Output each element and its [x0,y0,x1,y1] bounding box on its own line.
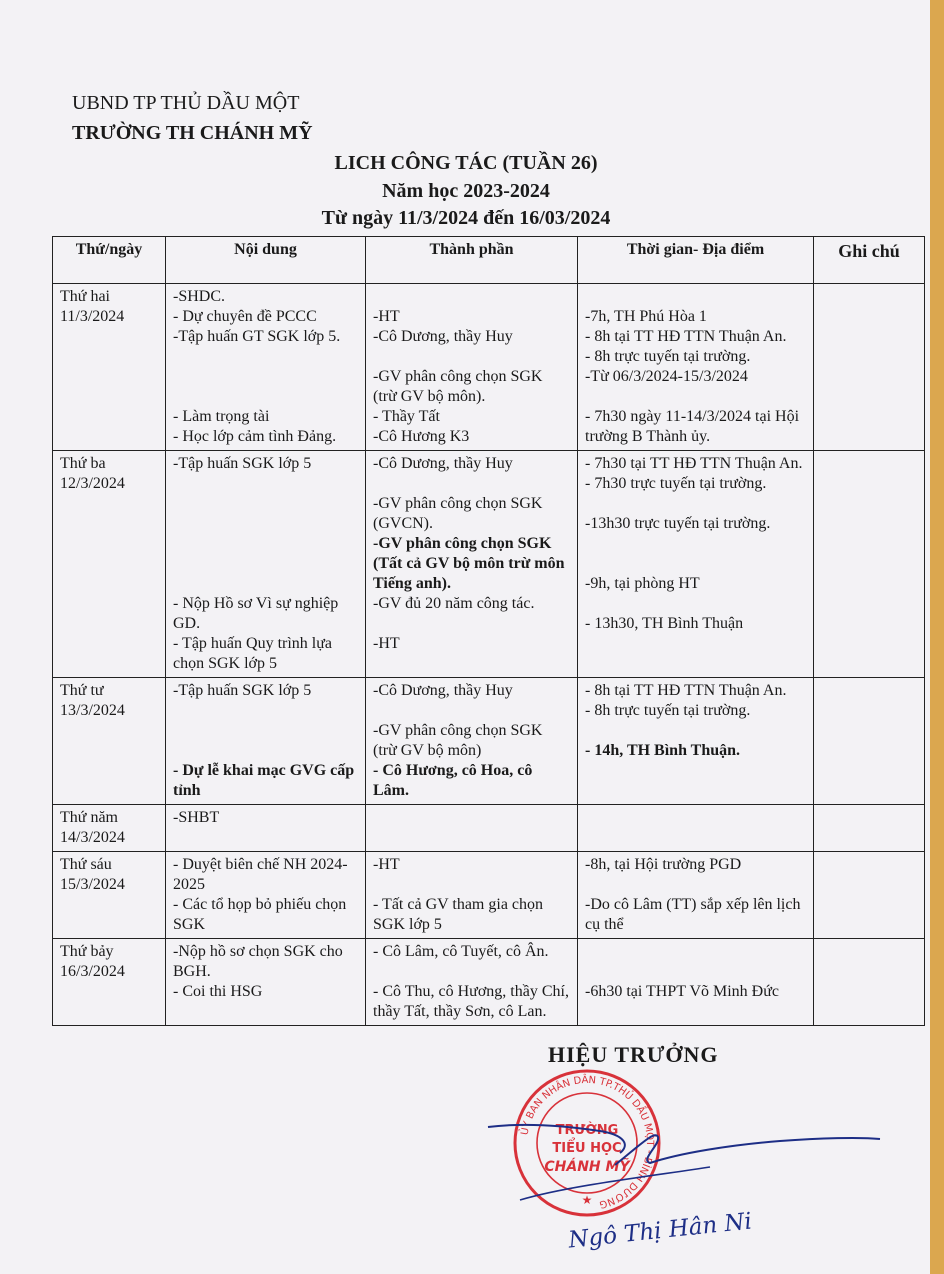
content-line [173,514,358,534]
members-cell [366,852,578,939]
day-line: Thứ sáu [60,856,112,873]
time-place-line [585,534,806,554]
content-line [173,554,358,574]
content-line [173,534,358,554]
content-line: - Các tổ họp bỏ phiếu chọn SGK [173,896,351,933]
content-line: -Tập huấn GT SGK lớp 5. [173,328,341,345]
content-line: - Dự lễ khai mạc GVG cấp tỉnh [173,762,359,799]
members-line: -HT [373,308,400,325]
time-place-line: - 13h30, TH Bình Thuận [585,615,744,632]
note-cell [814,805,925,852]
table-header-row [53,237,925,284]
table-row [53,451,925,678]
members-line: - Cô Hương, cô Hoa, cô Lâm. [373,762,537,799]
desk-edge [930,0,944,1274]
content-line [173,367,358,387]
content-line: -Tập huấn SGK lớp 5 [173,455,312,472]
members-line: -Cô Hương K3 [373,428,470,445]
day-line: Thứ tư [60,682,104,699]
members-line: -Cô Dương, thầy Huy [373,455,513,472]
time-place-cell [578,678,814,805]
content-cell [166,805,366,852]
time-place-line: -8h, tại Hội trường PGD [585,856,742,873]
time-place-cell [578,939,814,1026]
members-line [373,287,570,307]
time-place-line: - 14h, TH Bình Thuận. [585,742,741,759]
time-place-line: - 7h30 ngày 11-14/3/2024 tại Hội trường B Thành ủy. [585,408,804,445]
day-cell [53,852,166,939]
members-line: -GV phân công chọn SGK (trừ GV bộ môn). [373,368,547,405]
time-place-line: - 8h trực tuyến tại trường. [585,348,751,365]
time-place-line: -Từ 06/3/2024-15/3/2024 [585,368,748,385]
schedule-table [52,236,925,1026]
note-cell [814,678,925,805]
content-line: -SHDC. [173,288,226,305]
time-place-line [585,494,806,514]
members-cell [366,678,578,805]
time-place-line: - 8h tại TT HĐ TTN Thuận An. [585,682,787,699]
content-line: - Học lớp cảm tình Đảng. [173,428,337,445]
members-line [373,808,570,828]
time-place-line: -Do cô Lâm (TT) sắp xếp lên lịch cụ thể [585,896,805,933]
members-line: - Tất cả GV tham gia chọn SGK lớp 5 [373,896,548,933]
content-line [173,574,358,594]
members-line [373,701,570,721]
time-place-line: -13h30 trực tuyến tại trường. [585,515,771,532]
col-header-time-place: Thời gian- Địa điểm [578,237,814,284]
day-line: Thứ ba [60,455,106,472]
content-line: -Tập huấn SGK lớp 5 [173,682,312,699]
day-line: Thứ năm [60,809,118,826]
time-place-line [585,875,806,895]
stamp-line-1: TRƯỜNG [555,1123,619,1138]
note-cell [814,284,925,451]
note-cell [814,451,925,678]
day-line: 11/3/2024 [60,308,125,325]
members-line: -GV phân công chọn SGK (GVCN). [373,495,547,532]
content-line [173,701,358,721]
members-line [373,474,570,494]
time-place-line: - 7h30 tại TT HĐ TTN Thuận An. [585,455,803,472]
content-line [173,474,358,494]
content-line [173,741,358,761]
school-year: Năm học 2023-2024 [382,180,550,202]
table-row [53,805,925,852]
time-place-cell [578,805,814,852]
day-line: Thứ bảy [60,943,114,960]
table-row [53,678,925,805]
day-line: 14/3/2024 [60,829,125,846]
time-place-line [585,808,806,828]
table-row [53,852,925,939]
day-cell [53,939,166,1026]
content-cell [166,852,366,939]
time-place-line [585,721,806,741]
issuing-authority: UBND TP THỦ DẦU MỘT [72,92,300,114]
day-line: 13/3/2024 [60,702,125,719]
time-place-line [585,942,806,962]
content-line: - Làm trọng tài [173,408,270,425]
day-cell [53,451,166,678]
table-row [53,939,925,1026]
stamp-ring-text: ỦY BAN NHÂN DÂN TP.THỦ DẦU MỘT - BÌNH DƯƠNG [519,1074,656,1210]
members-cell [366,939,578,1026]
content-line: -Nộp hồ sơ chọn SGK cho BGH. [173,943,347,980]
note-cell [814,939,925,1026]
time-place-line: - 7h30 trực tuyến tại trường. [585,475,767,492]
time-place-line: - 8h tại TT HĐ TTN Thuận An. [585,328,787,345]
members-line: - Cô Thu, cô Hương, thầy Chí, thầy Tất, thầy Sơn, cô Lan. [373,983,573,1020]
stamp-line-2: TIỂU HỌC [552,1141,622,1156]
time-place-line: -9h, tại phòng HT [585,575,700,592]
members-line: -HT [373,856,400,873]
members-line: -GV phân công chọn SGK (trừ GV bộ môn) [373,722,547,759]
signatory-title: HIỆU TRƯỞNG [548,1042,719,1067]
members-line: -GV đủ 20 năm công tác. [373,595,535,612]
members-line: - Thầy Tất [373,408,440,425]
day-line: 16/3/2024 [60,963,125,980]
members-line: -GV phân công chọn SGK (Tất cả GV bộ môn trừ môn Tiếng anh). [373,535,569,592]
document-title: LICH CÔNG TÁC (TUẦN 26) [334,152,598,174]
day-cell [53,284,166,451]
content-line: - Coi thi HSG [173,983,263,1000]
day-cell [53,678,166,805]
content-line: - Dự chuyên đề PCCC [173,308,317,325]
day-cell [53,805,166,852]
members-line: -HT [373,635,400,652]
time-place-line [585,287,806,307]
content-line: - Nộp Hồ sơ Vì sự nghiệp GD. [173,595,343,632]
time-place-cell [578,852,814,939]
day-line: 15/3/2024 [60,876,125,893]
time-place-line: -7h, TH Phú Hòa 1 [585,308,707,325]
content-line [173,347,358,367]
members-cell [366,284,578,451]
members-cell [366,805,578,852]
signatory-name: Ngô Thị Hân Ni [567,1208,754,1254]
time-place-cell [578,451,814,678]
note-cell [814,852,925,939]
content-cell [166,678,366,805]
members-cell [366,451,578,678]
content-cell [166,939,366,1026]
members-line [373,347,570,367]
table-row [53,284,925,451]
col-header-members: Thành phần [366,237,578,284]
col-header-note: Ghi chú [814,237,925,284]
content-line: - Duyệt biên chế NH 2024-2025 [173,856,348,893]
content-cell [166,284,366,451]
content-line [173,721,358,741]
members-line: - Cô Lâm, cô Tuyết, cô Ân. [373,943,549,960]
time-place-line: -6h30 tại THPT Võ Minh Đức [585,983,780,1000]
members-line: -Cô Dương, thầy Huy [373,682,513,699]
content-line: -SHBT [173,809,220,826]
members-line [373,614,570,634]
time-place-line [585,594,806,614]
stamp-line-3: CHÁNH MỸ [544,1159,630,1175]
content-line [173,494,358,514]
time-place-line: - 8h trực tuyến tại trường. [585,702,751,719]
stamp-star-icon: ★ [581,1193,593,1207]
time-place-line [585,554,806,574]
day-line: Thứ hai [60,288,110,305]
time-place-line [585,962,806,982]
content-cell [166,451,366,678]
school-name: TRƯỜNG TH CHÁNH MỸ [72,122,313,144]
date-range: Từ ngày 11/3/2024 đến 16/03/2024 [321,207,611,229]
members-line [373,875,570,895]
time-place-cell [578,284,814,451]
members-line: -Cô Dương, thầy Huy [373,328,513,345]
day-line: 12/3/2024 [60,475,125,492]
members-line [373,962,570,982]
time-place-line [585,387,806,407]
content-line: - Tập huấn Quy trình lựa chọn SGK lớp 5 [173,635,337,672]
content-line [173,387,358,407]
col-header-content: Nội dung [166,237,366,284]
col-header-day: Thứ/ngày [53,237,166,284]
